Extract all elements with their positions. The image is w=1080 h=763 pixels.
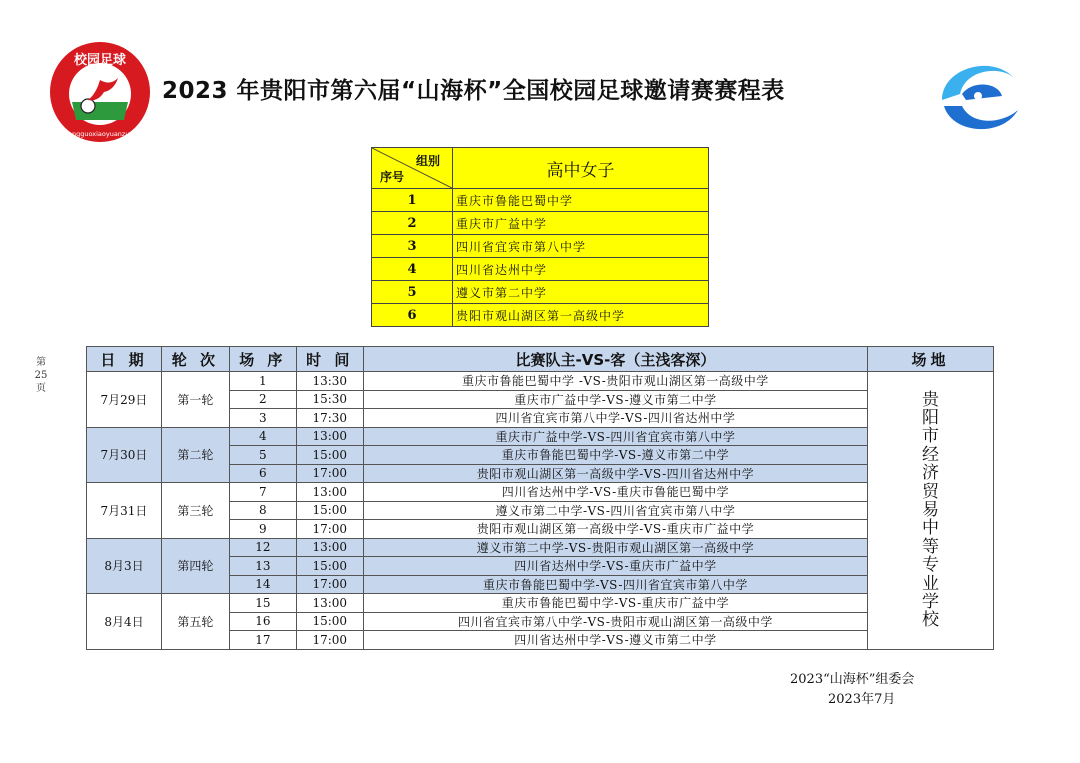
campus-football-logo-icon xyxy=(48,40,152,144)
team-index: 2 xyxy=(372,212,453,235)
header-venue: 场地 xyxy=(868,347,994,372)
team-name: 四川省宜宾市第八中学 xyxy=(453,235,709,258)
match-date: 7月29日 xyxy=(87,372,162,428)
match-time: 13:00 xyxy=(296,594,363,613)
team-row xyxy=(372,235,709,258)
venue-name: 贵阳市经济贸易中等专业学校 xyxy=(922,389,940,631)
match-time: 13:00 xyxy=(296,483,363,502)
match-time: 17:30 xyxy=(296,409,363,428)
match-seq: 9 xyxy=(229,520,296,539)
match-seq: 14 xyxy=(229,575,296,594)
footer-date: 2023年7月 xyxy=(828,692,896,707)
team-row xyxy=(372,258,709,281)
match-date: 7月30日 xyxy=(87,427,162,483)
match-seq: 7 xyxy=(229,483,296,502)
match-teams: 重庆市广益中学-VS-四川省宜宾市第八中学 xyxy=(363,427,867,446)
match-teams: 重庆市鲁能巴蜀中学-VS-重庆市广益中学 xyxy=(363,594,867,613)
match-time: 13:30 xyxy=(296,372,363,391)
team-index: 5 xyxy=(372,281,453,304)
match-seq: 15 xyxy=(229,594,296,613)
match-seq: 5 xyxy=(229,446,296,465)
header-date: 日 期 xyxy=(87,347,162,372)
match-round: 第五轮 xyxy=(161,594,229,650)
match-time: 15:00 xyxy=(296,557,363,576)
footer-organizer: 2023“山海杯”组委会 xyxy=(790,672,915,687)
match-row xyxy=(87,594,994,613)
logo-top-text: 校园足球 xyxy=(73,53,127,68)
team-name: 四川省达州中学 xyxy=(453,258,709,281)
match-seq: 13 xyxy=(229,557,296,576)
team-index: 6 xyxy=(372,304,453,327)
match-teams: 四川省达州中学-VS-重庆市广益中学 xyxy=(363,557,867,576)
match-teams: 贵阳市观山湖区第一高级中学-VS-重庆市广益中学 xyxy=(363,520,867,539)
team-index: 1 xyxy=(372,189,453,212)
match-round: 第一轮 xyxy=(161,372,229,428)
match-teams: 四川省宜宾市第八中学-VS-贵阳市观山湖区第一高级中学 xyxy=(363,612,867,631)
match-time: 15:30 xyxy=(296,390,363,409)
corner-top-label: 组别 xyxy=(415,154,440,168)
corner-cell xyxy=(372,148,453,189)
match-date: 8月3日 xyxy=(87,538,162,594)
match-seq: 1 xyxy=(229,372,296,391)
match-seq: 8 xyxy=(229,501,296,520)
teams-body xyxy=(372,189,709,327)
header-seq: 场 序 xyxy=(229,347,296,372)
schedule-table xyxy=(86,346,994,650)
team-row xyxy=(372,189,709,212)
team-name: 重庆市广益中学 xyxy=(453,212,709,235)
schedule-body xyxy=(87,372,994,650)
match-teams: 遵义市第二中学-VS-贵阳市观山湖区第一高级中学 xyxy=(363,538,867,557)
match-time: 15:00 xyxy=(296,501,363,520)
match-seq: 12 xyxy=(229,538,296,557)
match-round: 第二轮 xyxy=(161,427,229,483)
match-time: 13:00 xyxy=(296,427,363,446)
header-match: 比赛队主-VS-客（主浅客深） xyxy=(363,347,867,372)
match-teams: 贵阳市观山湖区第一高级中学-VS-四川省达州中学 xyxy=(363,464,867,483)
match-time: 15:00 xyxy=(296,446,363,465)
match-row xyxy=(87,372,994,391)
match-time: 15:00 xyxy=(296,612,363,631)
side-page-number: 第25页 xyxy=(34,357,48,394)
team-index: 4 xyxy=(372,258,453,281)
venue-cell xyxy=(868,372,994,650)
page-title: 2023 年贵阳市第六届“山海杯”全国校园足球邀请赛赛程表 xyxy=(162,78,785,104)
team-name: 贵阳市观山湖区第一高级中学 xyxy=(453,304,709,327)
match-time: 17:00 xyxy=(296,631,363,650)
team-index: 3 xyxy=(372,235,453,258)
match-seq: 6 xyxy=(229,464,296,483)
match-row xyxy=(87,538,994,557)
match-teams: 重庆市鲁能巴蜀中学 -VS-贵阳市观山湖区第一高级中学 xyxy=(363,372,867,391)
team-row xyxy=(372,281,709,304)
match-seq: 4 xyxy=(229,427,296,446)
match-teams: 四川省宜宾市第八中学-VS-四川省达州中学 xyxy=(363,409,867,428)
match-date: 8月4日 xyxy=(87,594,162,650)
match-row xyxy=(87,483,994,502)
match-round: 第四轮 xyxy=(161,538,229,594)
team-name: 遵义市第二中学 xyxy=(453,281,709,304)
match-seq: 3 xyxy=(229,409,296,428)
team-row xyxy=(372,212,709,235)
match-row xyxy=(87,427,994,446)
match-time: 17:00 xyxy=(296,520,363,539)
match-time: 13:00 xyxy=(296,538,363,557)
corner-bottom-label: 序号 xyxy=(380,170,405,184)
match-teams: 重庆市广益中学-VS-遵义市第二中学 xyxy=(363,390,867,409)
footer xyxy=(790,670,914,710)
logo-ring-text: zhongguoxiaoyuanzuqiu xyxy=(60,130,140,138)
group-title: 高中女子 xyxy=(453,148,709,189)
header-time: 时 间 xyxy=(296,347,363,372)
schedule-header-row xyxy=(87,347,994,372)
match-time: 17:00 xyxy=(296,575,363,594)
match-teams: 四川省达州中学-VS-遵义市第二中学 xyxy=(363,631,867,650)
match-teams: 四川省达州中学-VS-重庆市鲁能巴蜀中学 xyxy=(363,483,867,502)
match-date: 7月31日 xyxy=(87,483,162,539)
match-teams: 遵义市第二中学-VS-四川省宜宾市第八中学 xyxy=(363,501,867,520)
header-round: 轮 次 xyxy=(161,347,229,372)
match-time: 17:00 xyxy=(296,464,363,483)
match-round: 第三轮 xyxy=(161,483,229,539)
match-seq: 17 xyxy=(229,631,296,650)
match-teams: 重庆市鲁能巴蜀中学-VS-遵义市第二中学 xyxy=(363,446,867,465)
match-seq: 2 xyxy=(229,390,296,409)
match-teams: 重庆市鲁能巴蜀中学-VS-四川省宜宾市第八中学 xyxy=(363,575,867,594)
team-name: 重庆市鲁能巴蜀中学 xyxy=(453,189,709,212)
team-row xyxy=(372,304,709,327)
teams-header-row xyxy=(372,148,709,189)
match-seq: 16 xyxy=(229,612,296,631)
teams-table xyxy=(371,147,709,327)
e-swirl-logo-icon xyxy=(932,48,1024,140)
